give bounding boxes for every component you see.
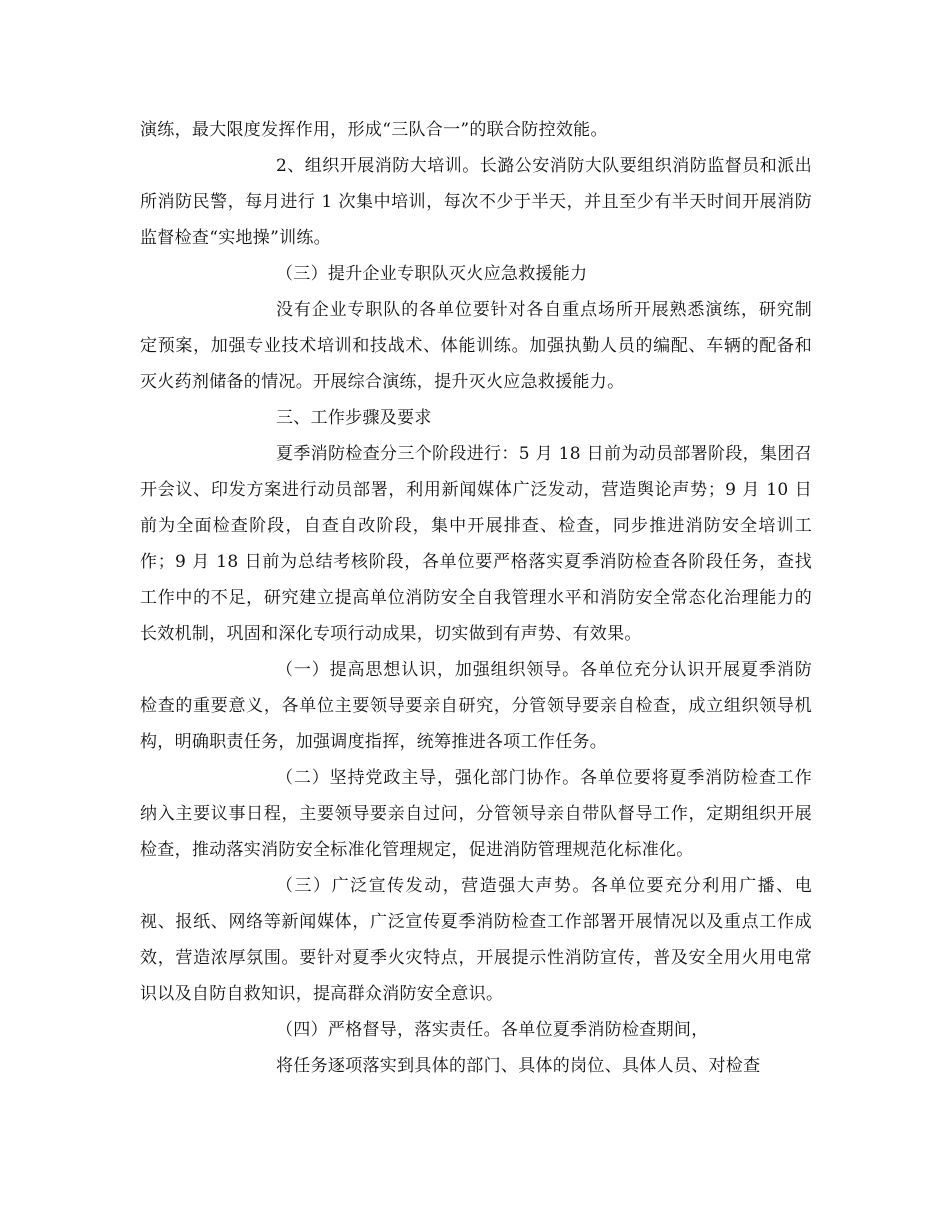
document-body — [140, 112, 812, 1084]
section-heading-work-steps: 三、工作步骤及要求 — [276, 408, 432, 428]
paragraph-publicity: （三）广泛宣传发动，营造强大声势。各单位要充分利用广播、电视、报纸、网络等新闻媒体，广泛宣传夏季消防检查工作部署开展情况以及重点工作成效，营造浓厚氛围。要针对夏季火灾特点，开展提示性消防宣传，普及安全用火用电常识以及自防自救知识，提高群众消防安全意识。 — [140, 876, 812, 1004]
paragraph-coordination: （二）坚持党政主导，强化部门协作。各单位要将夏季消防检查工作纳入主要议事日程，主要领导要亲自过问，分管领导亲自带队督导工作，定期组织开展检查，推动落实消防安全标准化管理规定，促进消防管理规范化标准化。 — [140, 768, 812, 860]
paragraph-enterprise-team: 没有企业专职队的各单位要针对各自重点场所开展熟悉演练，研究制定预案，加强专业技术培训和技战术、体能训练。加强执勤人员的编配、车辆的配备和灭火药剂储备的情况。开展综合演练，提升灭火应急救援能力。 — [140, 300, 812, 392]
paragraph-responsibility: 将任务逐项落实到具体的部门、具体的岗位、具体人员、对检查 — [276, 1056, 761, 1076]
paragraph-supervision: （四）严格督导，落实责任。各单位夏季消防检查期间， — [276, 1020, 709, 1040]
paragraph-awareness: （一）提高思想认识，加强组织领导。各单位充分认识开展夏季消防检查的重要意义，各单位主要领导要亲自研究，分管领导要亲自检查，成立组织领导机构，明确职责任务，加强调度指挥，统筹推进各项工作任务。 — [140, 660, 812, 752]
paragraph-training: 2、组织开展消防大培训。长潞公安消防大队要组织消防监督员和派出所消防民警，每月进行 1 次集中培训，每次不少于半天，并且至少有半天时间开展消防监督检查“实地操”训练。 — [140, 156, 812, 248]
paragraph-continuation: 演练，最大限度发挥作用，形成“三队合一”的联合防控效能。 — [140, 120, 608, 140]
section-heading-enterprise-team: （三）提升企业专职队灭火应急救援能力 — [276, 264, 588, 284]
paragraph-stages: 夏季消防检查分三个阶段进行：5 月 18 日前为动员部署阶段，集团召开会议、印发方案进行动员部署，利用新闻媒体广泛发动，营造舆论声势；9 月 10 日前为全面检查阶段，自查自改阶段，集中开展排查、检查，同步推进消防安全培训工作；9 月 18 日前为总结考核阶段，各单位要严格落实夏季消防检查各阶段任务，查找工作中的不足，研究建立提高单位消防安全自我管理水平和消防安全常态化治理能力的长效机制，巩固和深化专项行动成果，切实做到有声势、有效果。 — [140, 444, 812, 644]
